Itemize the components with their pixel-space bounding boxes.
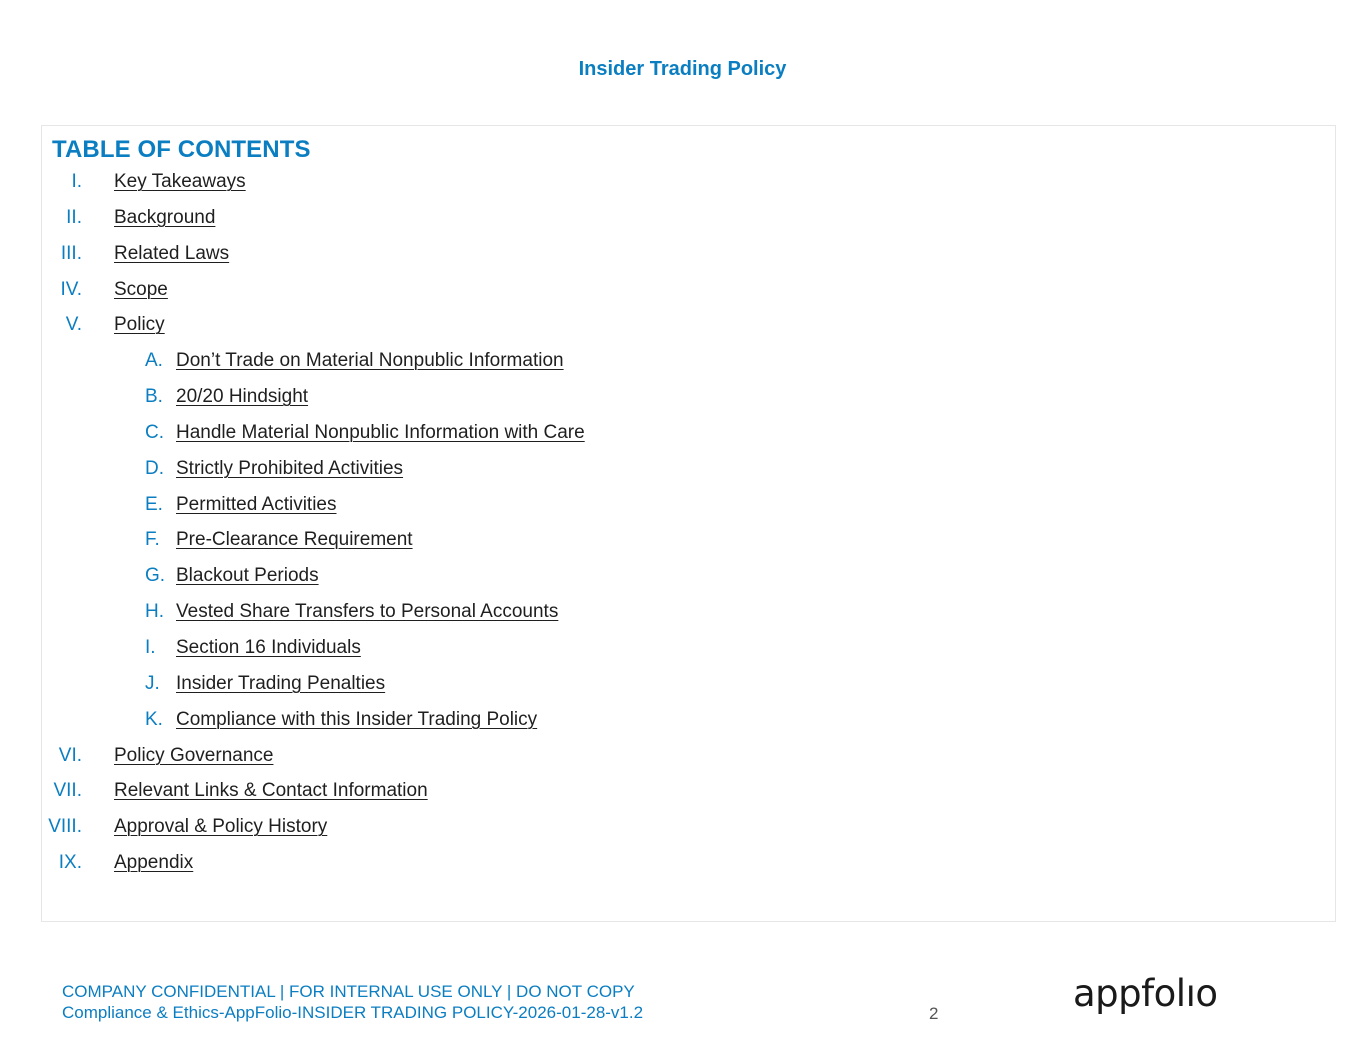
- toc-entry-number: II.: [66, 206, 82, 228]
- toc-link-scope[interactable]: Scope: [114, 278, 168, 300]
- toc-link-dont-trade-mnpi[interactable]: Don’t Trade on Material Nonpublic Information: [176, 350, 564, 372]
- toc-entry-number: IX.: [58, 852, 82, 874]
- footer-document-id: Compliance & Ethics-AppFolio-INSIDER TRADING POLICY-2026-01-28-v1.2: [62, 1003, 644, 1022]
- toc-entry: [0, 849, 1365, 885]
- toc-entry: [0, 777, 1365, 813]
- toc-entry: [0, 168, 1365, 204]
- toc-entry-number: D.: [145, 457, 164, 479]
- toc-entry-number: IV.: [60, 278, 82, 300]
- toc-entry-number: I.: [71, 171, 82, 192]
- toc-entry-number: C.: [145, 421, 164, 443]
- toc-entry-number: J.: [145, 672, 160, 694]
- toc-entry: [0, 598, 1365, 634]
- toc-link-blackout-periods[interactable]: Blackout Periods: [176, 565, 319, 587]
- toc-link-handle-mnpi[interactable]: Handle Material Nonpublic Information with Care: [176, 421, 585, 443]
- toc-entry: [0, 383, 1365, 419]
- toc-entry: [0, 706, 1365, 742]
- toc-entry: [0, 311, 1365, 347]
- toc-link-permitted-activities[interactable]: Permitted Activities: [176, 493, 337, 515]
- toc-entry: [0, 491, 1365, 527]
- toc-link-pre-clearance[interactable]: Pre-Clearance Requirement: [176, 529, 413, 551]
- toc-link-policy-governance[interactable]: Policy Governance: [114, 744, 274, 766]
- page-number: 2: [929, 1004, 939, 1023]
- toc-link-penalties[interactable]: Insider Trading Penalties: [176, 672, 386, 694]
- toc-entry: [0, 634, 1365, 670]
- toc-link-policy[interactable]: Policy: [114, 314, 165, 336]
- footer-confidential-notice: COMPANY CONFIDENTIAL | FOR INTERNAL USE ONLY | DO NOT COPY: [62, 982, 635, 1001]
- toc-entry-number: F.: [145, 529, 160, 551]
- toc-link-compliance[interactable]: Compliance with this Insider Trading Policy: [176, 708, 538, 730]
- toc-entry: [0, 240, 1365, 276]
- toc-link-key-takeaways[interactable]: Key Takeaways: [114, 171, 246, 192]
- toc-link-background[interactable]: Background: [114, 206, 216, 228]
- toc-entry-number: H.: [145, 601, 164, 623]
- toc-entry-number: K.: [145, 708, 163, 730]
- toc-entry: [0, 419, 1365, 455]
- toc-entry-number: G.: [145, 565, 166, 587]
- toc-entry-number: III.: [60, 242, 82, 264]
- toc-entry-number: B.: [145, 386, 163, 408]
- toc-entry: [0, 204, 1365, 240]
- toc-link-approval-history[interactable]: Approval & Policy History: [114, 816, 328, 838]
- toc-entry: [0, 347, 1365, 383]
- toc-entry-number: V.: [65, 314, 82, 336]
- toc-entry-number: VII.: [53, 780, 82, 802]
- toc-link-prohibited-activities[interactable]: Strictly Prohibited Activities: [176, 457, 404, 479]
- toc-entry-number: VIII.: [48, 816, 82, 838]
- toc-entry: [0, 562, 1365, 598]
- document-title: Insider Trading Policy: [578, 58, 787, 80]
- toc-link-related-laws[interactable]: Related Laws: [114, 242, 230, 264]
- toc-entry: [0, 276, 1365, 312]
- toc-entry-number: I.: [145, 636, 156, 658]
- toc-entry: [0, 526, 1365, 562]
- toc-heading: TABLE OF CONTENTS: [52, 136, 311, 163]
- toc-entry: [0, 813, 1365, 849]
- toc-entry-number: VI.: [58, 744, 82, 766]
- toc-entry-number: E.: [145, 493, 163, 515]
- toc-link-appendix[interactable]: Appendix: [114, 852, 194, 874]
- toc-link-section-16[interactable]: Section 16 Individuals: [176, 636, 361, 658]
- toc-entry: [0, 742, 1365, 778]
- toc-entry-number: A.: [145, 350, 163, 372]
- toc-entry: [0, 670, 1365, 706]
- toc-link-relevant-links[interactable]: Relevant Links & Contact Information: [114, 780, 428, 802]
- toc-list: [0, 168, 1365, 885]
- appfolio-logo: appfolıo: [1073, 972, 1218, 1015]
- toc-link-hindsight[interactable]: 20/20 Hindsight: [176, 386, 309, 408]
- toc-link-vested-share-transfers[interactable]: Vested Share Transfers to Personal Accounts: [176, 601, 559, 623]
- toc-entry: [0, 455, 1365, 491]
